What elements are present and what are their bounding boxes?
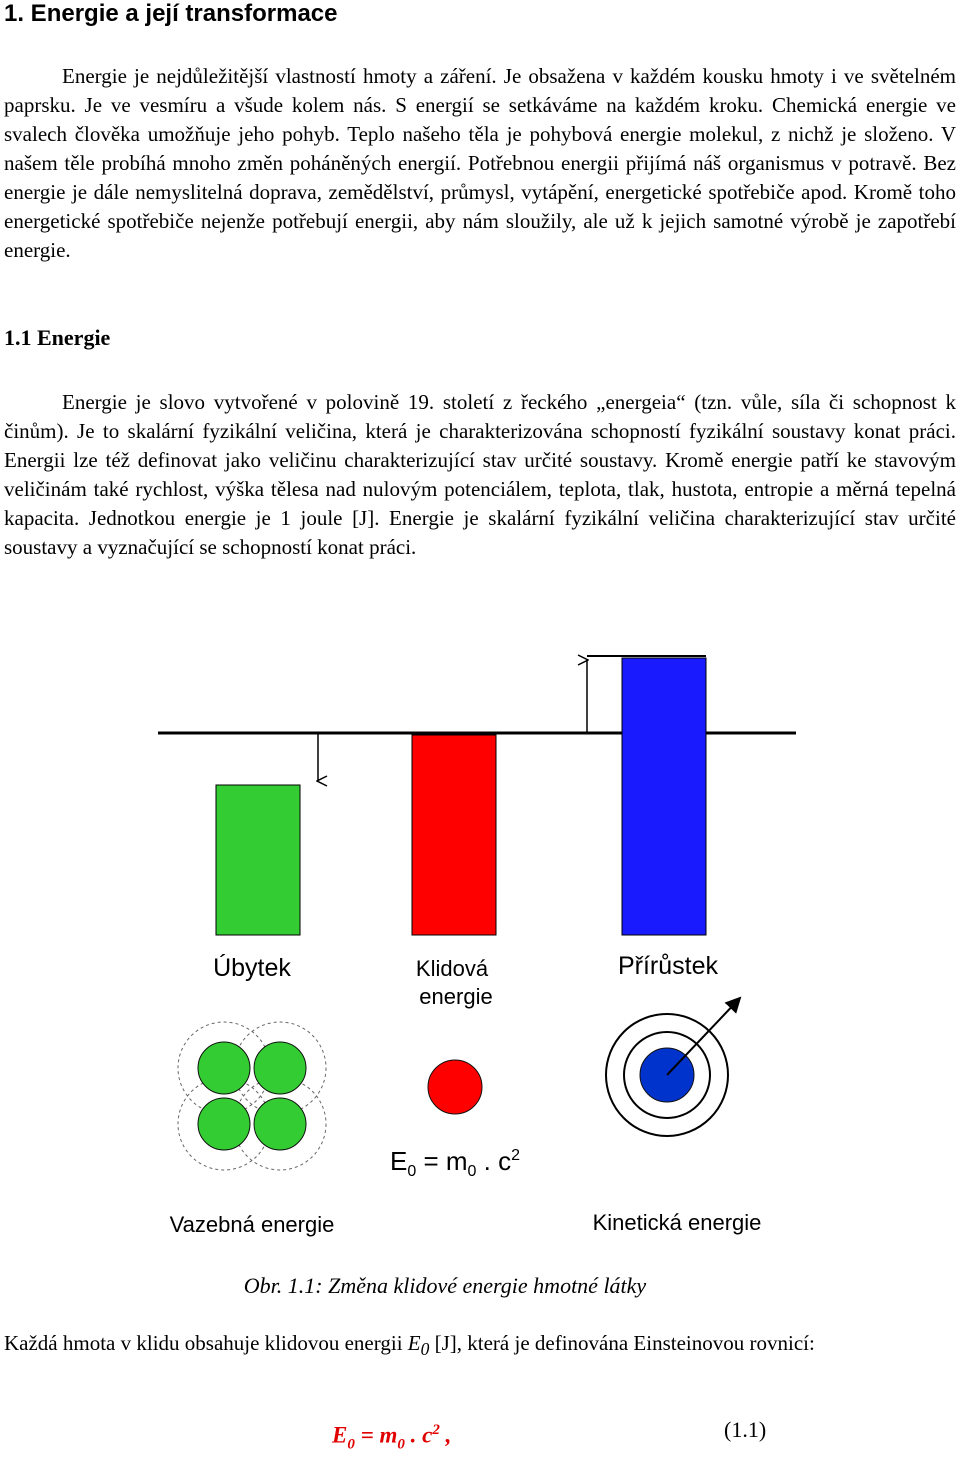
intro-paragraph (4, 62, 956, 265)
green-bar (216, 785, 300, 935)
energy-figure (0, 640, 960, 1250)
chapter-heading: 1. Energie a její transformace (4, 0, 338, 27)
blue-bar (622, 658, 706, 935)
red-bar (412, 735, 496, 935)
green-particle (198, 1098, 250, 1150)
section-paragraph (4, 388, 956, 562)
green-particle (198, 1042, 250, 1094)
label-rest-line1: Klidová (415, 956, 489, 981)
para2-symbol: E (407, 1331, 421, 1355)
label-rest-line2: energie (419, 984, 493, 1009)
kinetic-particle (606, 998, 740, 1136)
figure-caption: Obr. 1.1: Změna klidové energie hmotné látky (243, 1273, 647, 1298)
einstein-paragraph (4, 1329, 956, 1364)
section-text: Energie je slovo vytvořené v polovině 19. století z řeckého „energeia“ (tzn. vůle, síla či schopnost k činům). Je to skalární fyzikální veličina, která je charakterizována schopností fyzikální soustavy konat práci. Energii lze též definovat jako veličinu charakterizující stav určité soustavy. Kromě energie patří ke stavovým veličinám také rychlost, výška tělesa nad nulovým potenciálem, teplota, tlak, hustota, entropie a měrná tepelná kapacita. Jednotkou energie je 1 joule [J]. Energie je skalární fyzikální veličina charakterizující stav určité soustavy a vyznačující se schopností konat práci. (4, 390, 956, 559)
para2-symbol-sub: 0 (420, 1339, 430, 1360)
red-particle (428, 1060, 482, 1114)
label-gain: Přírůstek (617, 952, 719, 980)
para2-prefix: Každá hmota v klidu obsahuje klidovou energii (4, 1331, 408, 1355)
label-kinetic-energy: Kinetická energie (592, 1210, 762, 1235)
energy-diagram (0, 640, 960, 1250)
einstein-formula: $E_0 = m_0$ . $c^2$ , (332, 1422, 452, 1453)
green-particle (254, 1098, 306, 1150)
figure-equation: $E_0 = m_0$ . $c^2$ (390, 1146, 521, 1180)
green-particle (254, 1042, 306, 1094)
velocity-arrow (667, 998, 740, 1075)
binding-energy-cluster (178, 1022, 326, 1170)
label-binding-energy: Vazebná energie (169, 1212, 335, 1237)
label-loss: Úbytek (213, 954, 291, 982)
formula-row (0, 1414, 960, 1453)
para2-suffix: [J], která je definována Einsteinovou rovnicí: (429, 1331, 815, 1355)
intro-text: Energie je nejdůležitější vlastností hmoty a záření. Je obsažena v každém kousku hmoty i ve světelném paprsku. Je ve vesmíru a všude kolem nás. S energií se setkáváme na každém kroku. Chemická energie ve svalech člověka umožňuje jeho pohyb. Teplo našeho těla je pohybová energie molekul, z nichž je složeno. V našem těle probíhá mnoho změn poháněných energií. Potřebnou energii přijímá náš organismus v potravě. Bez energie je dále nemyslitelná doprava, zemědělství, průmysl, vytápění, energetické spotřebiče apod. Kromě toho energetické spotřebiče nejenže potřebují energii, aby nám sloužily, ale už k jejich samotné výrobě je zapotřebí energie. (4, 64, 956, 262)
equation-number: (1.1) (724, 1417, 767, 1442)
section-heading: 1.1 Energie (4, 325, 111, 350)
